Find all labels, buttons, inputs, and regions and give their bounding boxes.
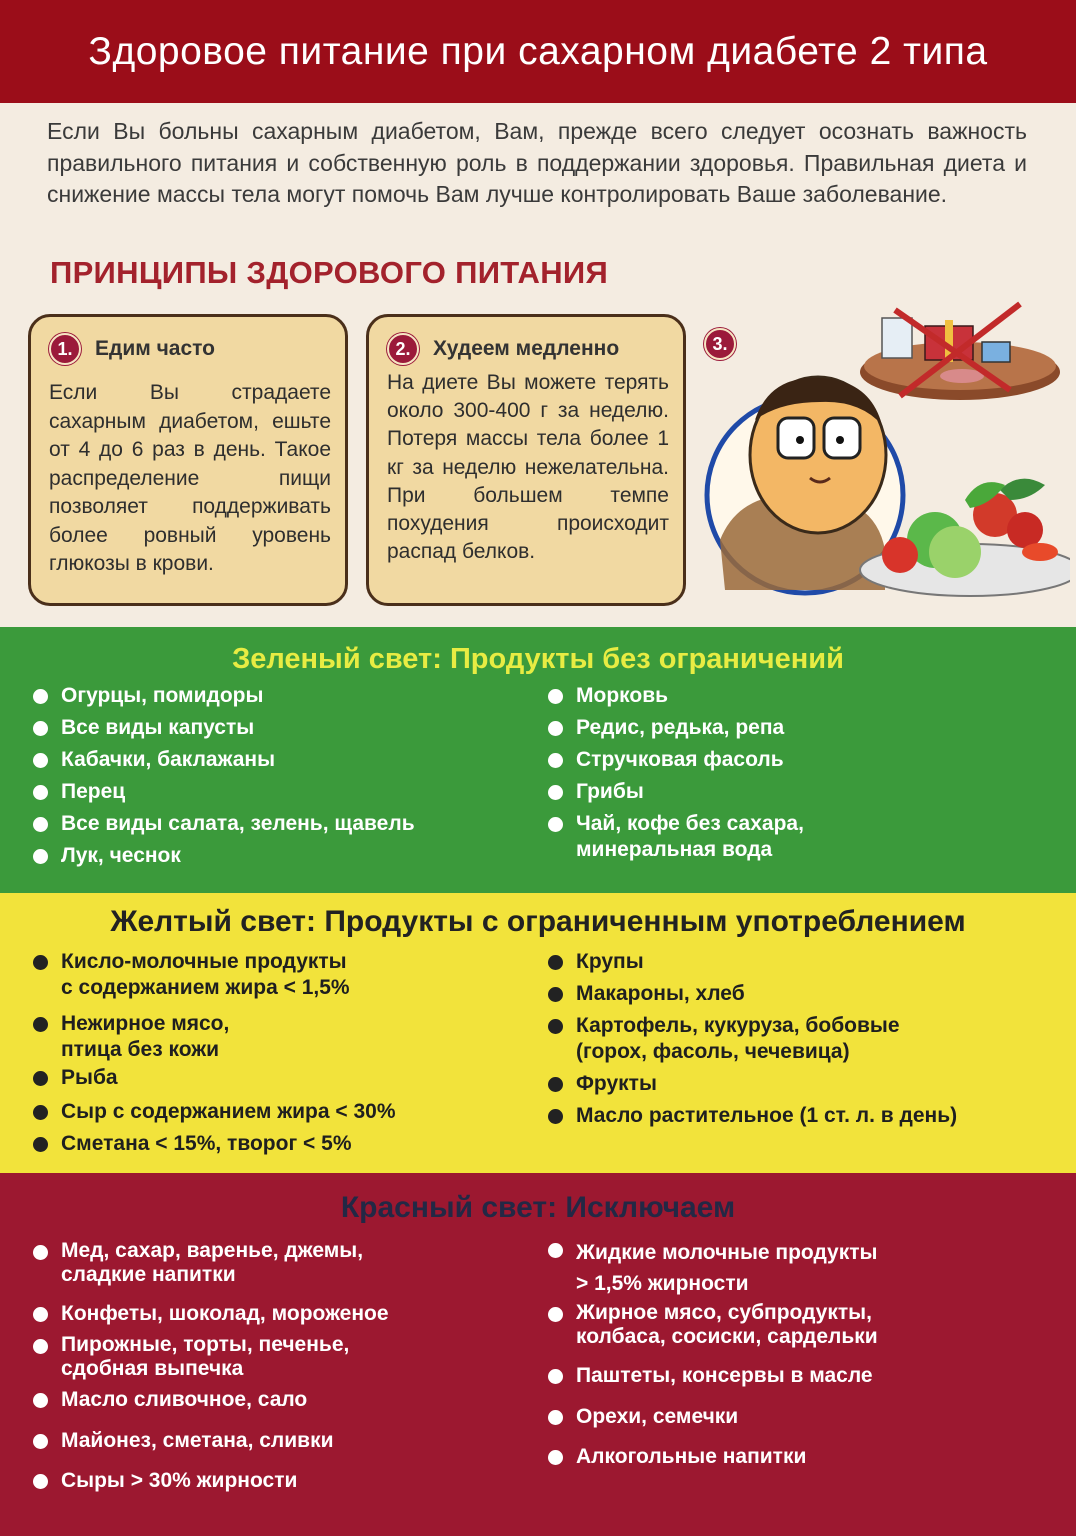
bullet-icon [548,1450,563,1465]
bullet-icon [548,1369,563,1384]
bullet-icon [548,1307,563,1322]
bullet-icon [548,689,563,704]
list-item: Пирожные, торты, печенье, сдобная выпечка [33,1333,349,1381]
bullet-icon [33,1137,48,1152]
list-item: Макароны, хлеб [548,981,745,1007]
card-title: Едим часто [95,337,216,360]
list-item: Алкогольные напитки [548,1444,806,1470]
list-item: Жирное мясо, субпродукты, колбаса, сосиски, сардельки [548,1301,878,1349]
bullet-icon [548,753,563,768]
bullet-icon [33,753,48,768]
intro-text: Если Вы больны сахарным диабетом, Вам, прежде всего следует осознать важность правильного питания и собственную роль в поддержании здоровья. Правильная диета и снижение массы тела могут помочь Вам лучше контролировать Ваше заболевание. [47,118,1027,207]
bullet-icon [33,1339,48,1354]
principles-title: ПРИНЦИПЫ ЗДОРОВОГО ПИТАНИЯ [50,255,609,290]
list-item: Грибы [548,779,644,805]
card-text: На диете Вы можете терять около 300-400 г за неделю. Потеря массы тела более 1 кг за неделю нежелательна. При большем темпе похудения происходит распад белков. [387,371,669,564]
bullet-icon [548,1410,563,1425]
bullet-icon [548,987,563,1002]
list-item: Крупы [548,949,644,975]
green-title: Зеленый свет: Продукты без ограничений [232,643,844,675]
page-title: Здоровое питание при сахарном диабете 2 типа [88,29,988,73]
green-light-section [0,627,1076,893]
bullet-icon [33,785,48,800]
list-item: Огурцы, помидоры [33,683,263,709]
bullet-icon [33,1434,48,1449]
bullet-icon [33,1017,48,1032]
list-item: Масло сливочное, сало [33,1387,307,1413]
card-title: Худеем медленно [433,337,620,360]
bullet-icon [548,1243,563,1258]
bullet-icon [33,1307,48,1322]
list-item: Все виды салата, зелень, щавель [33,811,415,837]
yellow-light-section [0,893,1076,1173]
list-item: Перец [33,779,125,805]
yellow-title: Желтый свет: Продукты с ограниченным употреблением [110,905,966,938]
bullet-icon [548,817,563,832]
bullet-icon [33,955,48,970]
bullet-icon [548,1077,563,1092]
bullet-icon [33,721,48,736]
list-item: Нежирное мясо, птица без кожи [33,1011,229,1063]
list-item: Сыр с содержанием жира < 30% [33,1099,396,1125]
number-badge: 2. [387,333,419,365]
list-item: Морковь [548,683,668,709]
bullet-icon [33,849,48,864]
list-item: Лук, чеснок [33,843,181,869]
list-item: Майонез, сметана, сливки [33,1428,334,1454]
number-badge-3: 3. [704,328,736,360]
list-item: Фрукты [548,1071,657,1097]
list-item: Жидкие молочные продукты > 1,5% жирности [548,1237,877,1299]
bullet-icon [548,955,563,970]
list-item: Сыры > 30% жирности [33,1468,297,1494]
card-text: Если Вы страдаете сахарным диабетом, ешьте от 4 до 6 раз в день. Такое распределение пищи позволяет поддерживать более ровный уровень глюкозы в крови. [49,381,331,575]
list-item: Чай, кофе без сахара, минеральная вода [548,811,804,863]
list-item: Кисло-молочные продукты с содержанием жира < 1,5% [33,949,350,1001]
red-title: Красный свет: Исключаем [340,1191,736,1224]
list-item: Масло растительное (1 ст. л. в день) [548,1103,957,1129]
bullet-icon [33,1071,48,1086]
bullet-icon [33,689,48,704]
bullet-icon [548,785,563,800]
number-badge: 1. [49,333,81,365]
pepper-icon [1022,543,1058,561]
bullet-icon [33,1245,48,1260]
list-item: Все виды капусты [33,715,254,741]
list-item: Стручковая фасоль [548,747,784,773]
healthy-eating-illustration [700,290,1070,610]
list-item: Кабачки, баклажаны [33,747,275,773]
list-item: Рыба [33,1065,118,1091]
bullet-icon [548,1019,563,1034]
page-header [0,0,1076,103]
list-item: Редис, редька, репа [548,715,784,741]
list-item: Сметана < 15%, творог < 5% [33,1131,352,1157]
list-item: Орехи, семечки [548,1404,738,1430]
bullet-icon [33,817,48,832]
list-item: Мед, сахар, варенье, джемы, сладкие напитки [33,1239,363,1287]
list-item: Картофель, кукуруза, бобовые (горох, фасоль, чечевица) [548,1013,900,1065]
principle-card-2 [366,314,686,606]
bullet-icon [33,1474,48,1489]
bullet-icon [548,721,563,736]
list-item: Конфеты, шоколад, мороженое [33,1301,389,1327]
bullet-icon [33,1393,48,1408]
sugar-box-icon [882,318,912,358]
principle-card-1 [28,314,348,606]
bullet-icon [548,1109,563,1124]
glasses-icon [778,418,814,458]
red-light-section [0,1173,1076,1536]
list-item: Паштеты, консервы в масле [548,1363,873,1389]
bullet-icon [33,1105,48,1120]
